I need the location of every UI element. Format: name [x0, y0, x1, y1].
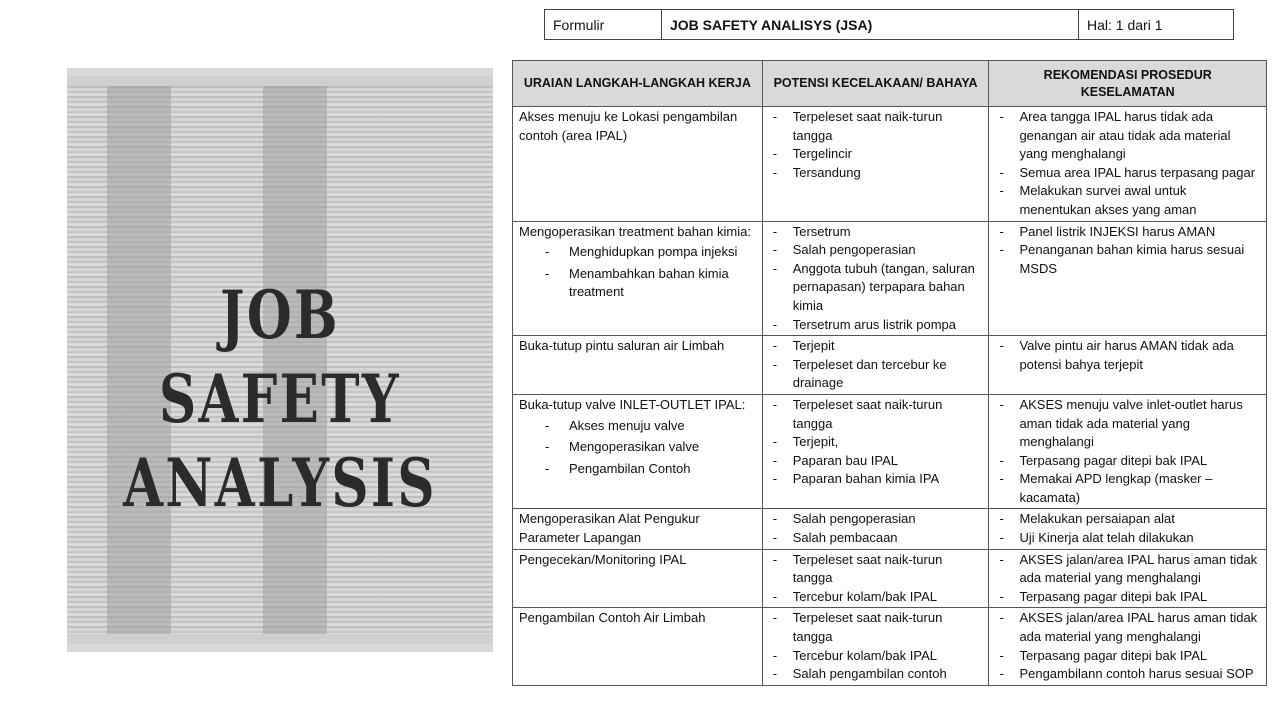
recommendation-list: [995, 337, 1260, 374]
step-cell: [513, 608, 763, 685]
column-header-recommendations: REKOMENDASI PROSEDUR KESELAMATAN: [989, 61, 1267, 107]
substep-list: [519, 243, 756, 302]
recommendation-cell: [989, 107, 1267, 222]
step-cell: [513, 394, 763, 509]
recommendation-list: [995, 223, 1260, 279]
recommendation-cell: [989, 394, 1267, 509]
column-header-steps: URAIAN LANGKAH-LANGKAH KERJA: [513, 61, 763, 107]
recommendation-list: [995, 609, 1260, 683]
recommendation-cell: [989, 549, 1267, 608]
substep-item: - Pengambilan Contoh: [519, 460, 756, 479]
table-row: [513, 509, 1267, 549]
hazard-item: - Salah pembacaan: [769, 529, 983, 548]
recommendation-item: - Terpasang pagar ditepi bak IPAL: [995, 647, 1260, 666]
recommendation-item: - Valve pintu air harus AMAN tidak ada potensi bahya terjepit: [995, 337, 1260, 374]
step-text: Buka-tutup pintu saluran air Limbah: [519, 338, 725, 354]
recommendation-item: - Uji Kinerja alat telah dilakukan: [995, 529, 1260, 548]
recommendation-list: [995, 510, 1260, 547]
hazard-item: - Tercebur kolam/bak IPAL: [769, 588, 983, 607]
hazard-item: - Tergelincir: [769, 145, 983, 164]
hazard-item: - Salah pengambilan contoh: [769, 665, 983, 684]
recommendation-list: [995, 108, 1260, 220]
hazard-item: - Tercebur kolam/bak IPAL: [769, 647, 983, 666]
recommendation-item: - AKSES jalan/area IPAL harus aman tidak ada material yang menghalangi: [995, 609, 1260, 646]
recommendation-cell: [989, 221, 1267, 336]
recommendation-item: - Melakukan survei awal untuk menentukan akses yang aman: [995, 182, 1260, 219]
hazard-list: [769, 223, 983, 335]
hazard-item: - Terpeleset saat naik-turun tangga: [769, 551, 983, 588]
step-cell: [513, 336, 763, 395]
hazard-item: - Paparan bau IPAL: [769, 452, 983, 471]
hazard-item: - Paparan bahan kimia IPA: [769, 470, 983, 489]
cover-title-line-1: JOB SAFETY: [158, 276, 401, 438]
table-row: [513, 336, 1267, 395]
hazard-item: - Tersetrum: [769, 223, 983, 242]
form-header: [544, 9, 1234, 40]
hazard-item: - Terpeleset saat naik-turun tangga: [769, 396, 983, 433]
recommendation-item: - Melakukan persaiapan alat: [995, 510, 1260, 529]
substep-list: [519, 417, 756, 479]
cover-image: [67, 68, 493, 652]
hazard-cell: [762, 549, 989, 608]
cover-top-band: [67, 68, 493, 76]
substep-item: - Menghidupkan pompa injeksi: [519, 243, 756, 262]
recommendation-item: - AKSES jalan/area IPAL harus aman tidak ada material yang menghalangi: [995, 551, 1260, 588]
hazard-item: - Terpeleset saat naik-turun tangga: [769, 108, 983, 145]
recommendation-list: [995, 396, 1260, 508]
recommendation-item: - AKSES menuju valve inlet-outlet harus aman tidak ada material yang menghalangi: [995, 396, 1260, 452]
recommendation-cell: [989, 608, 1267, 685]
hazard-cell: [762, 336, 989, 395]
table-body: [513, 107, 1267, 686]
hazard-cell: [762, 107, 989, 222]
hazard-list: [769, 551, 983, 607]
recommendation-item: - Semua area IPAL harus terpasang pagar: [995, 164, 1260, 183]
step-cell: [513, 107, 763, 222]
table-header-row: [513, 61, 1267, 107]
recommendation-cell: [989, 509, 1267, 549]
substep-item: - Menambahkan bahan kimia treatment: [519, 265, 756, 302]
hazard-cell: [762, 608, 989, 685]
table-row: [513, 394, 1267, 509]
recommendation-item: - Terpasang pagar ditepi bak IPAL: [995, 588, 1260, 607]
hazard-item: - Tersandung: [769, 164, 983, 183]
step-cell: [513, 509, 763, 549]
step-text: Pengambilan Contoh Air Limbah: [519, 610, 706, 626]
recommendation-cell: [989, 336, 1267, 395]
hazard-item: - Terjepit,: [769, 433, 983, 452]
step-text: Akses menuju ke Lokasi pengambilan contoh (area IPAL): [519, 109, 738, 143]
step-cell: [513, 221, 763, 336]
form-label: Formulir: [545, 10, 662, 39]
column-header-hazards: POTENSI KECELAKAAN/ BAHAYA: [762, 61, 989, 107]
table-row: [513, 608, 1267, 685]
page-indicator: Hal: 1 dari 1: [1087, 16, 1163, 33]
hazard-list: [769, 510, 983, 547]
hazard-cell: [762, 221, 989, 336]
jsa-table: [512, 60, 1267, 686]
recommendation-item: - Area tangga IPAL harus tidak ada genangan air atau tidak ada material yang menghalangi: [995, 108, 1260, 164]
hazard-list: [769, 396, 983, 489]
form-title: JOB SAFETY ANALISYS (JSA): [662, 10, 1079, 39]
hazard-list: [769, 108, 983, 182]
recommendation-item: - Penanganan bahan kimia harus sesuai MSDS: [995, 241, 1260, 278]
substep-item: - Mengoperasikan valve: [519, 438, 756, 457]
hazard-item: - Salah pengoperasian: [769, 510, 983, 529]
recommendation-item: - Panel listrik INJEKSI harus AMAN: [995, 223, 1260, 242]
recommendation-item: - Pengambilann contoh harus sesuai SOP: [995, 665, 1260, 684]
cover-title-line-2: ANALYSIS: [123, 444, 437, 522]
step-text: Pengecekan/Monitoring IPAL: [519, 551, 687, 567]
step-text: Mengoperasikan treatment bahan kimia:: [519, 223, 751, 239]
recommendation-list: [995, 551, 1260, 607]
table-row: [513, 221, 1267, 336]
hazard-list: [769, 609, 983, 683]
step-text: Buka-tutup valve INLET-OUTLET IPAL:: [519, 396, 746, 412]
hazard-item: - Terjepit: [769, 337, 983, 356]
cover-title: [114, 273, 446, 525]
hazard-item: - Terpeleset saat naik-turun tangga: [769, 609, 983, 646]
hazard-cell: [762, 509, 989, 549]
hazard-item: - Tersetrum arus listrik pompa: [769, 316, 983, 335]
substep-item: - Akses menuju valve: [519, 417, 756, 436]
recommendation-item: - Terpasang pagar ditepi bak IPAL: [995, 452, 1260, 471]
cover-bottom-band: [67, 644, 493, 652]
table-row: [513, 107, 1267, 222]
step-text: Mengoperasikan Alat Pengukur Parameter Lapangan: [519, 511, 700, 546]
step-cell: [513, 549, 763, 608]
hazard-item: - Terpeleset dan tercebur ke drainage: [769, 356, 983, 393]
hazard-cell: [762, 394, 989, 509]
hazard-item: - Anggota tubuh (tangan, saluran pernapasan) terpapara bahan kimia: [769, 260, 983, 316]
hazard-list: [769, 337, 983, 393]
hazard-item: - Salah pengoperasian: [769, 241, 983, 260]
recommendation-item: - Memakai APD lengkap (masker – kacamata): [995, 470, 1260, 507]
table-row: [513, 549, 1267, 608]
